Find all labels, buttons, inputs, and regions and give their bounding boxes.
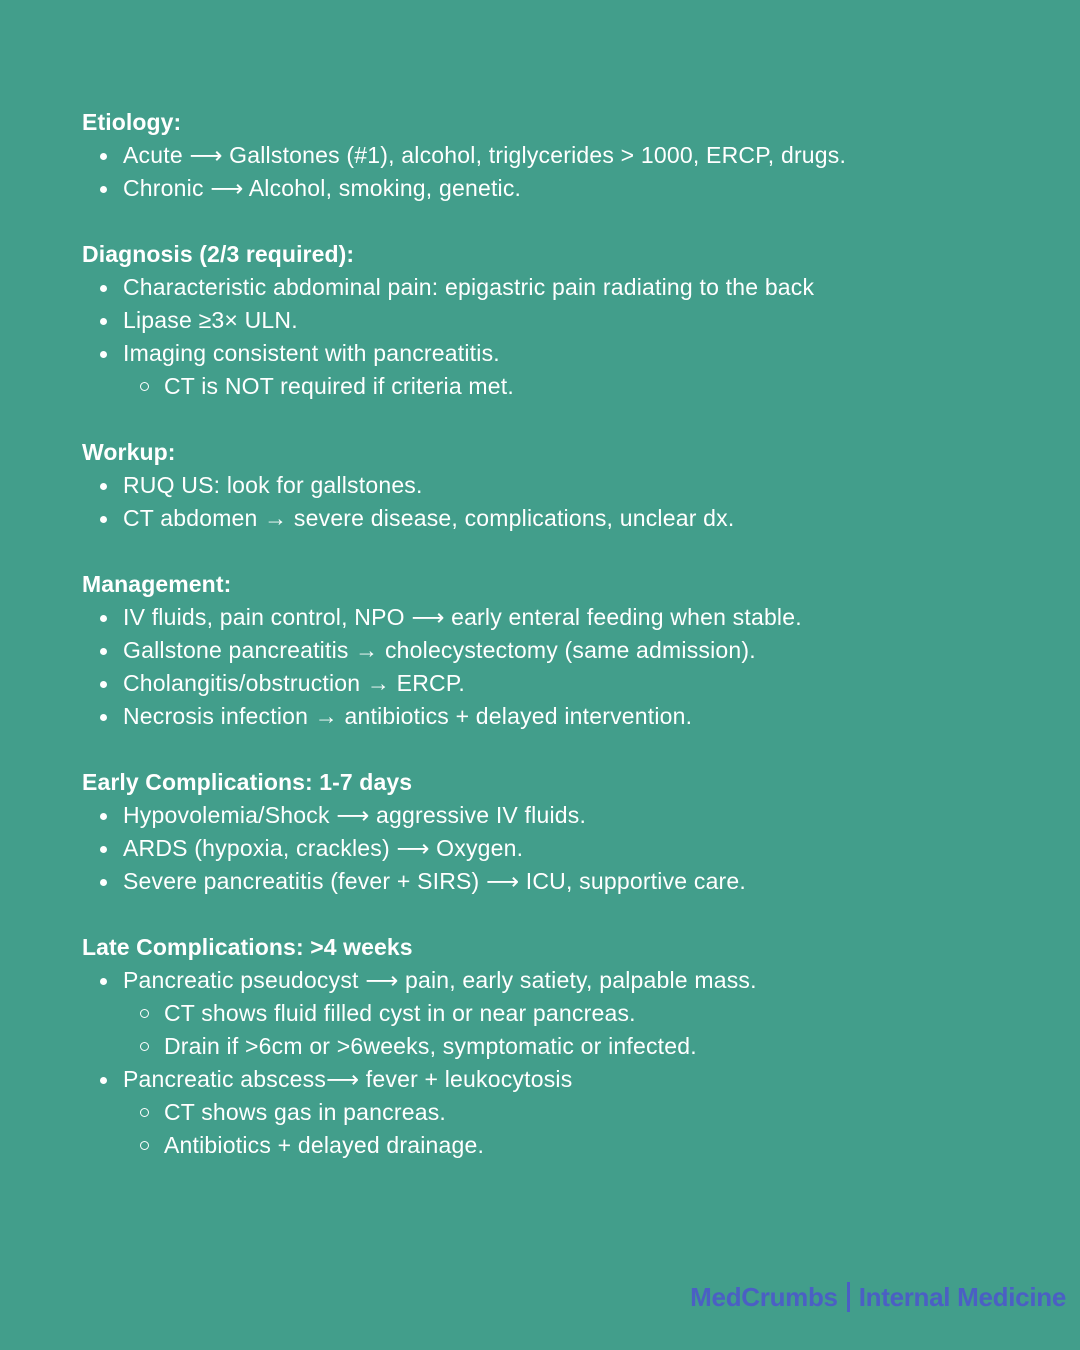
bullet-list bbox=[82, 799, 1042, 898]
section bbox=[82, 106, 1042, 205]
section bbox=[82, 436, 1042, 535]
bullet-list bbox=[82, 271, 1042, 403]
bullet-item: IV fluids, pain control, NPO ⟶ early enteral feeding when stable. bbox=[82, 601, 1042, 634]
bullet-item: RUQ US: look for gallstones. bbox=[82, 469, 1042, 502]
bullet-item: Acute ⟶ Gallstones (#1), alcohol, triglycerides > 1000, ERCP, drugs. bbox=[82, 139, 1042, 172]
section-heading: Diagnosis (2/3 required): bbox=[82, 241, 355, 267]
bullet-item: Imaging consistent with pancreatitis. bbox=[82, 337, 1042, 370]
notes-content bbox=[82, 106, 1042, 1195]
section bbox=[82, 766, 1042, 898]
brand-category: Internal Medicine bbox=[858, 1282, 1066, 1312]
bullet-list bbox=[82, 601, 1042, 733]
sub-bullet-item: CT shows gas in pancreas. bbox=[82, 1096, 1042, 1129]
bullet-item: Necrosis infection → antibiotics + delayed intervention. bbox=[82, 700, 1042, 733]
sub-bullet-item: CT is NOT required if criteria met. bbox=[82, 370, 1042, 403]
section bbox=[82, 568, 1042, 733]
sub-bullet-item: Antibiotics + delayed drainage. bbox=[82, 1129, 1042, 1162]
bullet-item: Severe pancreatitis (fever + SIRS) ⟶ ICU, supportive care. bbox=[82, 865, 1042, 898]
sub-bullet-item: CT shows fluid filled cyst in or near pancreas. bbox=[82, 997, 1042, 1030]
bullet-list bbox=[82, 469, 1042, 535]
section bbox=[82, 238, 1042, 403]
bullet-item: Chronic ⟶ Alcohol, smoking, genetic. bbox=[82, 172, 1042, 205]
footer-divider bbox=[847, 1282, 850, 1312]
footer-brand bbox=[690, 1282, 1066, 1313]
section-heading: Workup: bbox=[82, 439, 176, 465]
brand-name: MedCrumbs bbox=[690, 1282, 838, 1312]
bullet-item: Cholangitis/obstruction → ERCP. bbox=[82, 667, 1042, 700]
section-heading: Late Complications: >4 weeks bbox=[82, 934, 413, 960]
bullet-item: Lipase ≥3× ULN. bbox=[82, 304, 1042, 337]
section-heading: Etiology: bbox=[82, 109, 182, 135]
bullet-item: CT abdomen → severe disease, complications, unclear dx. bbox=[82, 502, 1042, 535]
section-heading: Management: bbox=[82, 571, 232, 597]
bullet-item: Hypovolemia/Shock ⟶ aggressive IV fluids. bbox=[82, 799, 1042, 832]
bullet-item: Gallstone pancreatitis → cholecystectomy (same admission). bbox=[82, 634, 1042, 667]
section-heading: Early Complications: 1-7 days bbox=[82, 769, 413, 795]
bullet-item: ARDS (hypoxia, crackles) ⟶ Oxygen. bbox=[82, 832, 1042, 865]
bullet-item: Pancreatic abscess⟶ fever + leukocytosis bbox=[82, 1063, 1042, 1096]
bullet-list bbox=[82, 964, 1042, 1162]
bullet-item: Characteristic abdominal pain: epigastric pain radiating to the back bbox=[82, 271, 1042, 304]
sub-bullet-item: Drain if >6cm or >6weeks, symptomatic or infected. bbox=[82, 1030, 1042, 1063]
section bbox=[82, 931, 1042, 1162]
bullet-list bbox=[82, 139, 1042, 205]
bullet-item: Pancreatic pseudocyst ⟶ pain, early satiety, palpable mass. bbox=[82, 964, 1042, 997]
